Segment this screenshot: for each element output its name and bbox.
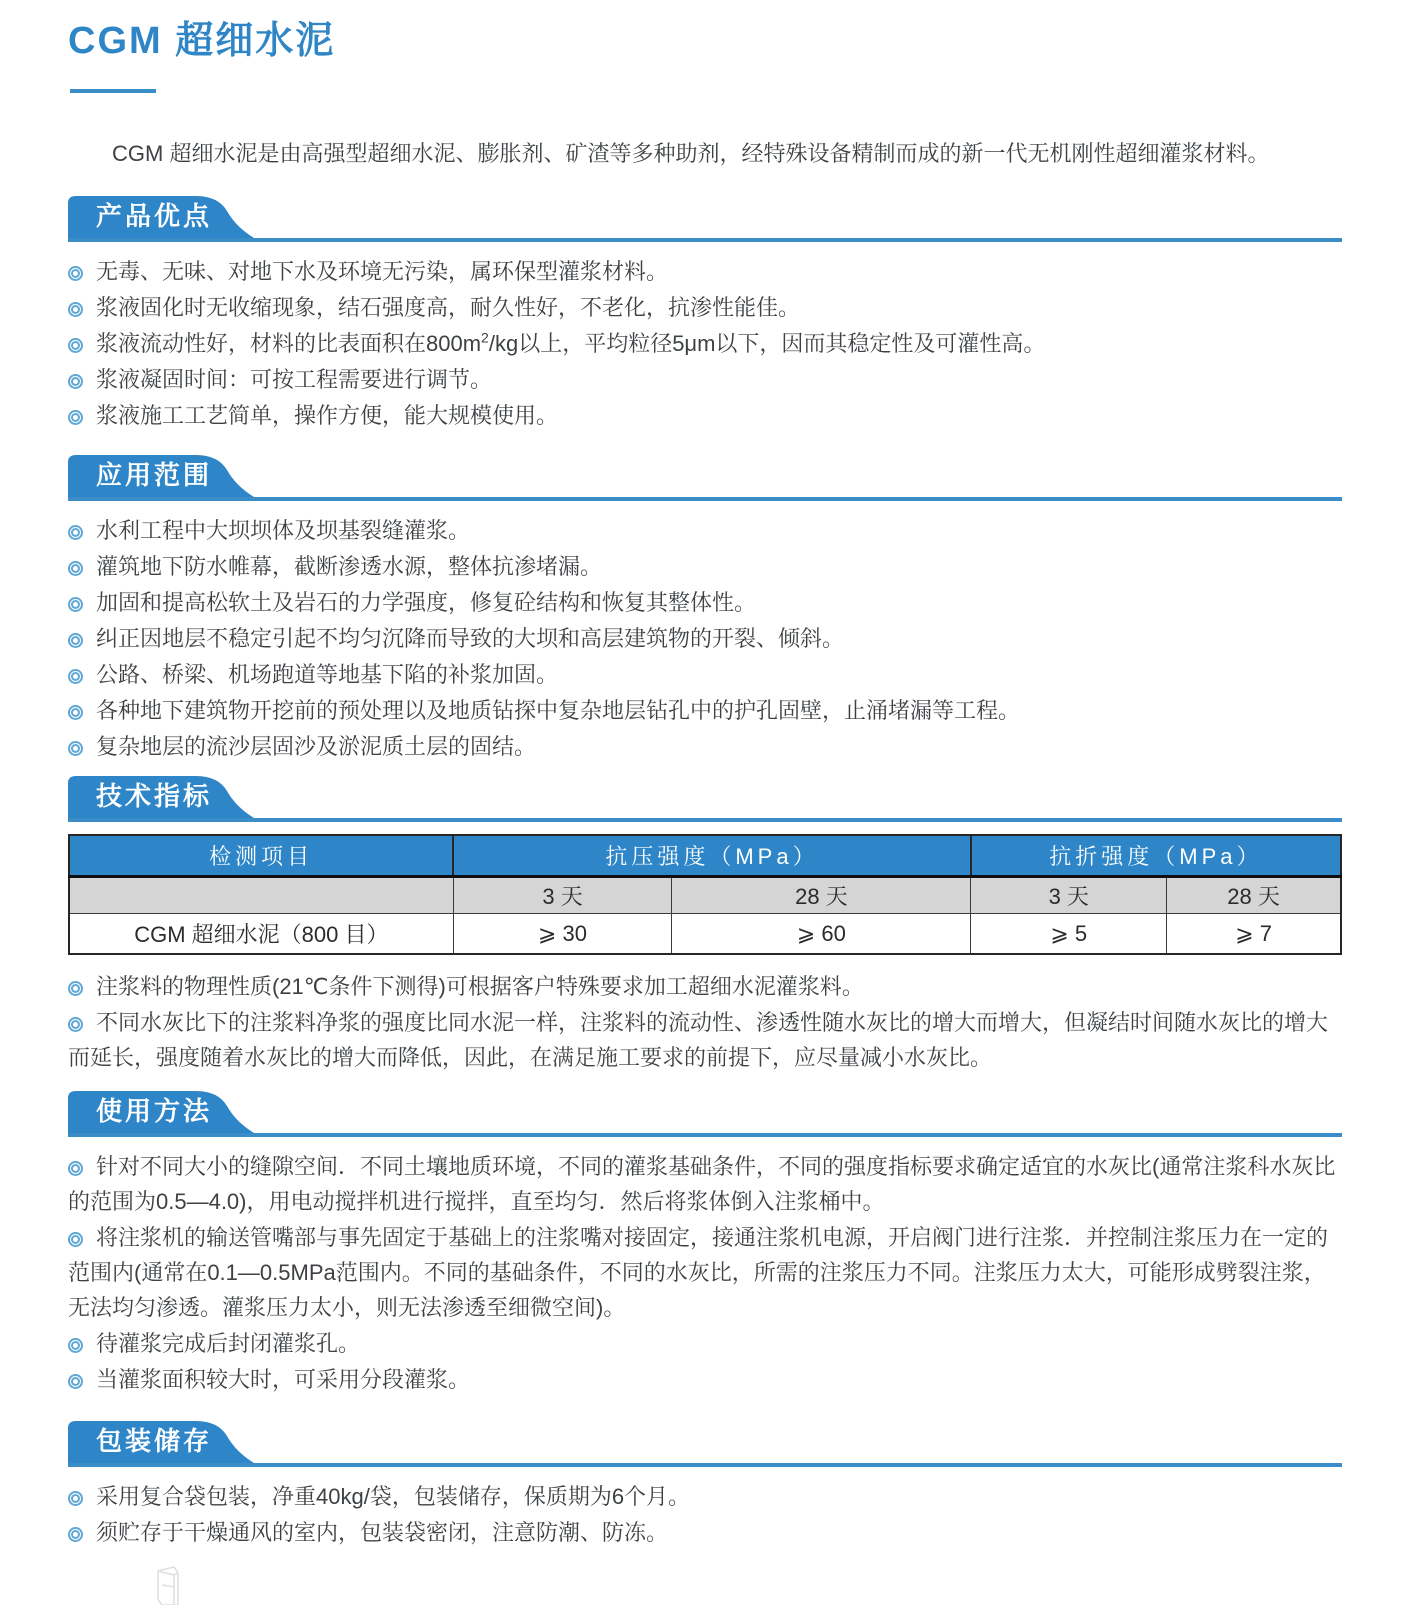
table-subheader-cell: 3 天	[453, 876, 672, 913]
section-tab	[68, 196, 254, 238]
bullet-item: 须贮存于干燥通风的室内，包装袋密闭，注意防潮、防冻。	[68, 1515, 1342, 1550]
bullseye-bullet-icon	[68, 1491, 83, 1506]
applications-list	[68, 513, 1342, 764]
bullseye-bullet-icon	[68, 1017, 83, 1032]
section-tab	[68, 1091, 254, 1133]
bullseye-bullet-icon	[68, 741, 83, 756]
bullet-item: 各种地下建筑物开挖前的预处理以及地质钻探中复杂地层钻孔中的护孔固壁，止涌堵漏等工程。	[68, 693, 1342, 728]
section-header-applications	[68, 455, 1342, 501]
bullseye-bullet-icon	[68, 266, 83, 281]
bullet-item: 无毒、无味、对地下水及环境无污染，属环保型灌浆材料。	[68, 254, 1342, 289]
table-subheader-cell	[69, 876, 453, 913]
table-subheader-cell: 28 天	[672, 876, 971, 913]
table-cell: ⩾ 5	[971, 913, 1167, 954]
section-title-applications: 应用范围	[96, 460, 213, 491]
bullet-item: 复杂地层的流沙层固沙及淤泥质土层的固结。	[68, 729, 1342, 764]
table-subheader-row	[69, 876, 1341, 913]
bullet-item: 浆液流动性好，材料的比表面积在$800m^2/kg$以上，平均粒径5μm以下，因而其稳定性及可灌性高。	[68, 326, 1342, 361]
bullseye-bullet-icon	[68, 1232, 83, 1247]
section-underline	[68, 497, 1342, 501]
bullseye-bullet-icon	[68, 981, 83, 996]
bullet-item: 纠正因地层不稳定引起不均匀沉降而导致的大坝和高层建筑物的开裂、倾斜。	[68, 621, 1342, 656]
bullet-item: 将注浆机的输送管嘴部与事先固定于基础上的注浆嘴对接固定，接通注浆机电源，开启阀门进行注浆．并控制注浆压力在一定的范围内(通常在0.1—0.5MPa范围内。不同的基础条件，不同的水灰比，所需的注浆压力不同。注浆压力太大，可能形成劈裂注浆，无法均匀渗透。灌浆压力太小，则无法渗透至细微空间)。	[68, 1225, 1329, 1321]
section-underline	[68, 1463, 1342, 1467]
bullet-item: 当灌浆面积较大时，可采用分段灌浆。	[68, 1362, 1342, 1397]
bullseye-bullet-icon	[68, 669, 83, 684]
bullet-item: 水利工程中大坝坝体及坝基裂缝灌浆。	[68, 513, 1342, 548]
bullet-item: 针对不同大小的缝隙空间．不同土壤地质环境，不同的灌浆基础条件，不同的强度指标要求确定适宜的水灰比(通常注浆科水灰比的范围为0.5—4.0)，用电动搅拌机进行搅拌，直至均匀．然后将浆体倒入注浆桶中。	[68, 1154, 1336, 1215]
table-header-cell: 抗压强度（MPa）	[453, 835, 971, 876]
bullseye-bullet-icon	[68, 338, 83, 353]
specs-notes-list	[68, 969, 1342, 1075]
bullet-item: 浆液施工工艺简单，操作方便，能大规模使用。	[68, 398, 1342, 433]
section-underline	[68, 238, 1342, 242]
storage-list	[68, 1479, 1342, 1550]
bullet-item: 灌筑地下防水帷幕，截断渗透水源，整体抗渗堵漏。	[68, 549, 1342, 584]
table-header-cell: 检测项目	[69, 835, 453, 876]
bullseye-bullet-icon	[68, 1161, 83, 1176]
table-cell: ⩾ 7	[1167, 913, 1341, 954]
title-underline	[70, 89, 156, 93]
table-cell: ⩾ 30	[453, 913, 672, 954]
intro-paragraph: CGM 超细水泥是由高强型超细水泥、膨胀剂、矿渣等多种助剂，经特殊设备精制而成的新一代无机刚性超细灌浆材料。	[112, 141, 1270, 167]
page-title: CGM 超细水泥	[68, 20, 336, 62]
bullet-item: 注浆料的物理性质(21℃条件下测得)可根据客户特殊要求加工超细水泥灌浆料。	[68, 969, 1342, 1004]
bullseye-bullet-icon	[68, 1527, 83, 1542]
bullseye-bullet-icon	[68, 1374, 83, 1389]
watermark-graphic	[144, 1565, 204, 1605]
section-tab	[68, 776, 254, 818]
bullet-item: 待灌浆完成后封闭灌浆孔。	[68, 1326, 1342, 1361]
bullet-item: 加固和提高松软土及岩石的力学强度，修复砼结构和恢复其整体性。	[68, 585, 1342, 620]
bullet-item: 浆液固化时无收缩现象，结石强度高，耐久性好，不老化，抗渗性能佳。	[68, 290, 1342, 325]
table-cell: CGM 超细水泥（800 目）	[69, 913, 453, 954]
section-title-usage: 使用方法	[96, 1096, 213, 1127]
bullseye-bullet-icon	[68, 302, 83, 317]
bullseye-bullet-icon	[68, 374, 83, 389]
section-title-advantages: 产品优点	[96, 201, 213, 232]
section-title-specs: 技术指标	[96, 781, 213, 812]
table-row	[69, 913, 1341, 954]
section-underline	[68, 818, 1342, 822]
bullseye-bullet-icon	[68, 1338, 83, 1353]
table-header-row	[69, 835, 1341, 876]
table-subheader-cell: 28 天	[1167, 876, 1341, 913]
section-tab	[68, 455, 254, 497]
section-underline	[68, 1133, 1342, 1137]
specs-table	[68, 834, 1342, 955]
section-header-usage	[68, 1091, 1342, 1137]
bullseye-bullet-icon	[68, 561, 83, 576]
advantages-list	[68, 254, 1342, 433]
table-header-cell: 抗折强度（MPa）	[971, 835, 1341, 876]
section-header-storage	[68, 1421, 1342, 1467]
bullet-item: 浆液凝固时间：可按工程需要进行调节。	[68, 362, 1342, 397]
usage-list	[68, 1149, 1342, 1397]
bullseye-bullet-icon	[68, 597, 83, 612]
bullseye-bullet-icon	[68, 525, 83, 540]
bullseye-bullet-icon	[68, 410, 83, 425]
section-title-storage: 包装储存	[96, 1426, 213, 1457]
section-header-advantages	[68, 196, 1342, 242]
bullseye-bullet-icon	[68, 633, 83, 648]
bullet-item: 公路、桥梁、机场跑道等地基下陷的补浆加固。	[68, 657, 1342, 692]
bullet-item: 采用复合袋包装，净重40kg/袋，包装储存，保质期为6个月。	[68, 1479, 1342, 1514]
section-header-specs	[68, 776, 1342, 822]
table-subheader-cell: 3 天	[971, 876, 1167, 913]
bullseye-bullet-icon	[68, 705, 83, 720]
table-cell: ⩾ 60	[672, 913, 971, 954]
specs-table-container	[68, 834, 1342, 955]
section-tab	[68, 1421, 254, 1463]
bullet-item: 不同水灰比下的注浆料净浆的强度比同水泥一样，注浆料的流动性、渗透性随水灰比的增大而增大，但凝结时间随水灰比的增大而延长，强度随着水灰比的增大而降低，因此，在满足施工要求的前提下，应尽量减小水灰比。	[68, 1010, 1329, 1071]
